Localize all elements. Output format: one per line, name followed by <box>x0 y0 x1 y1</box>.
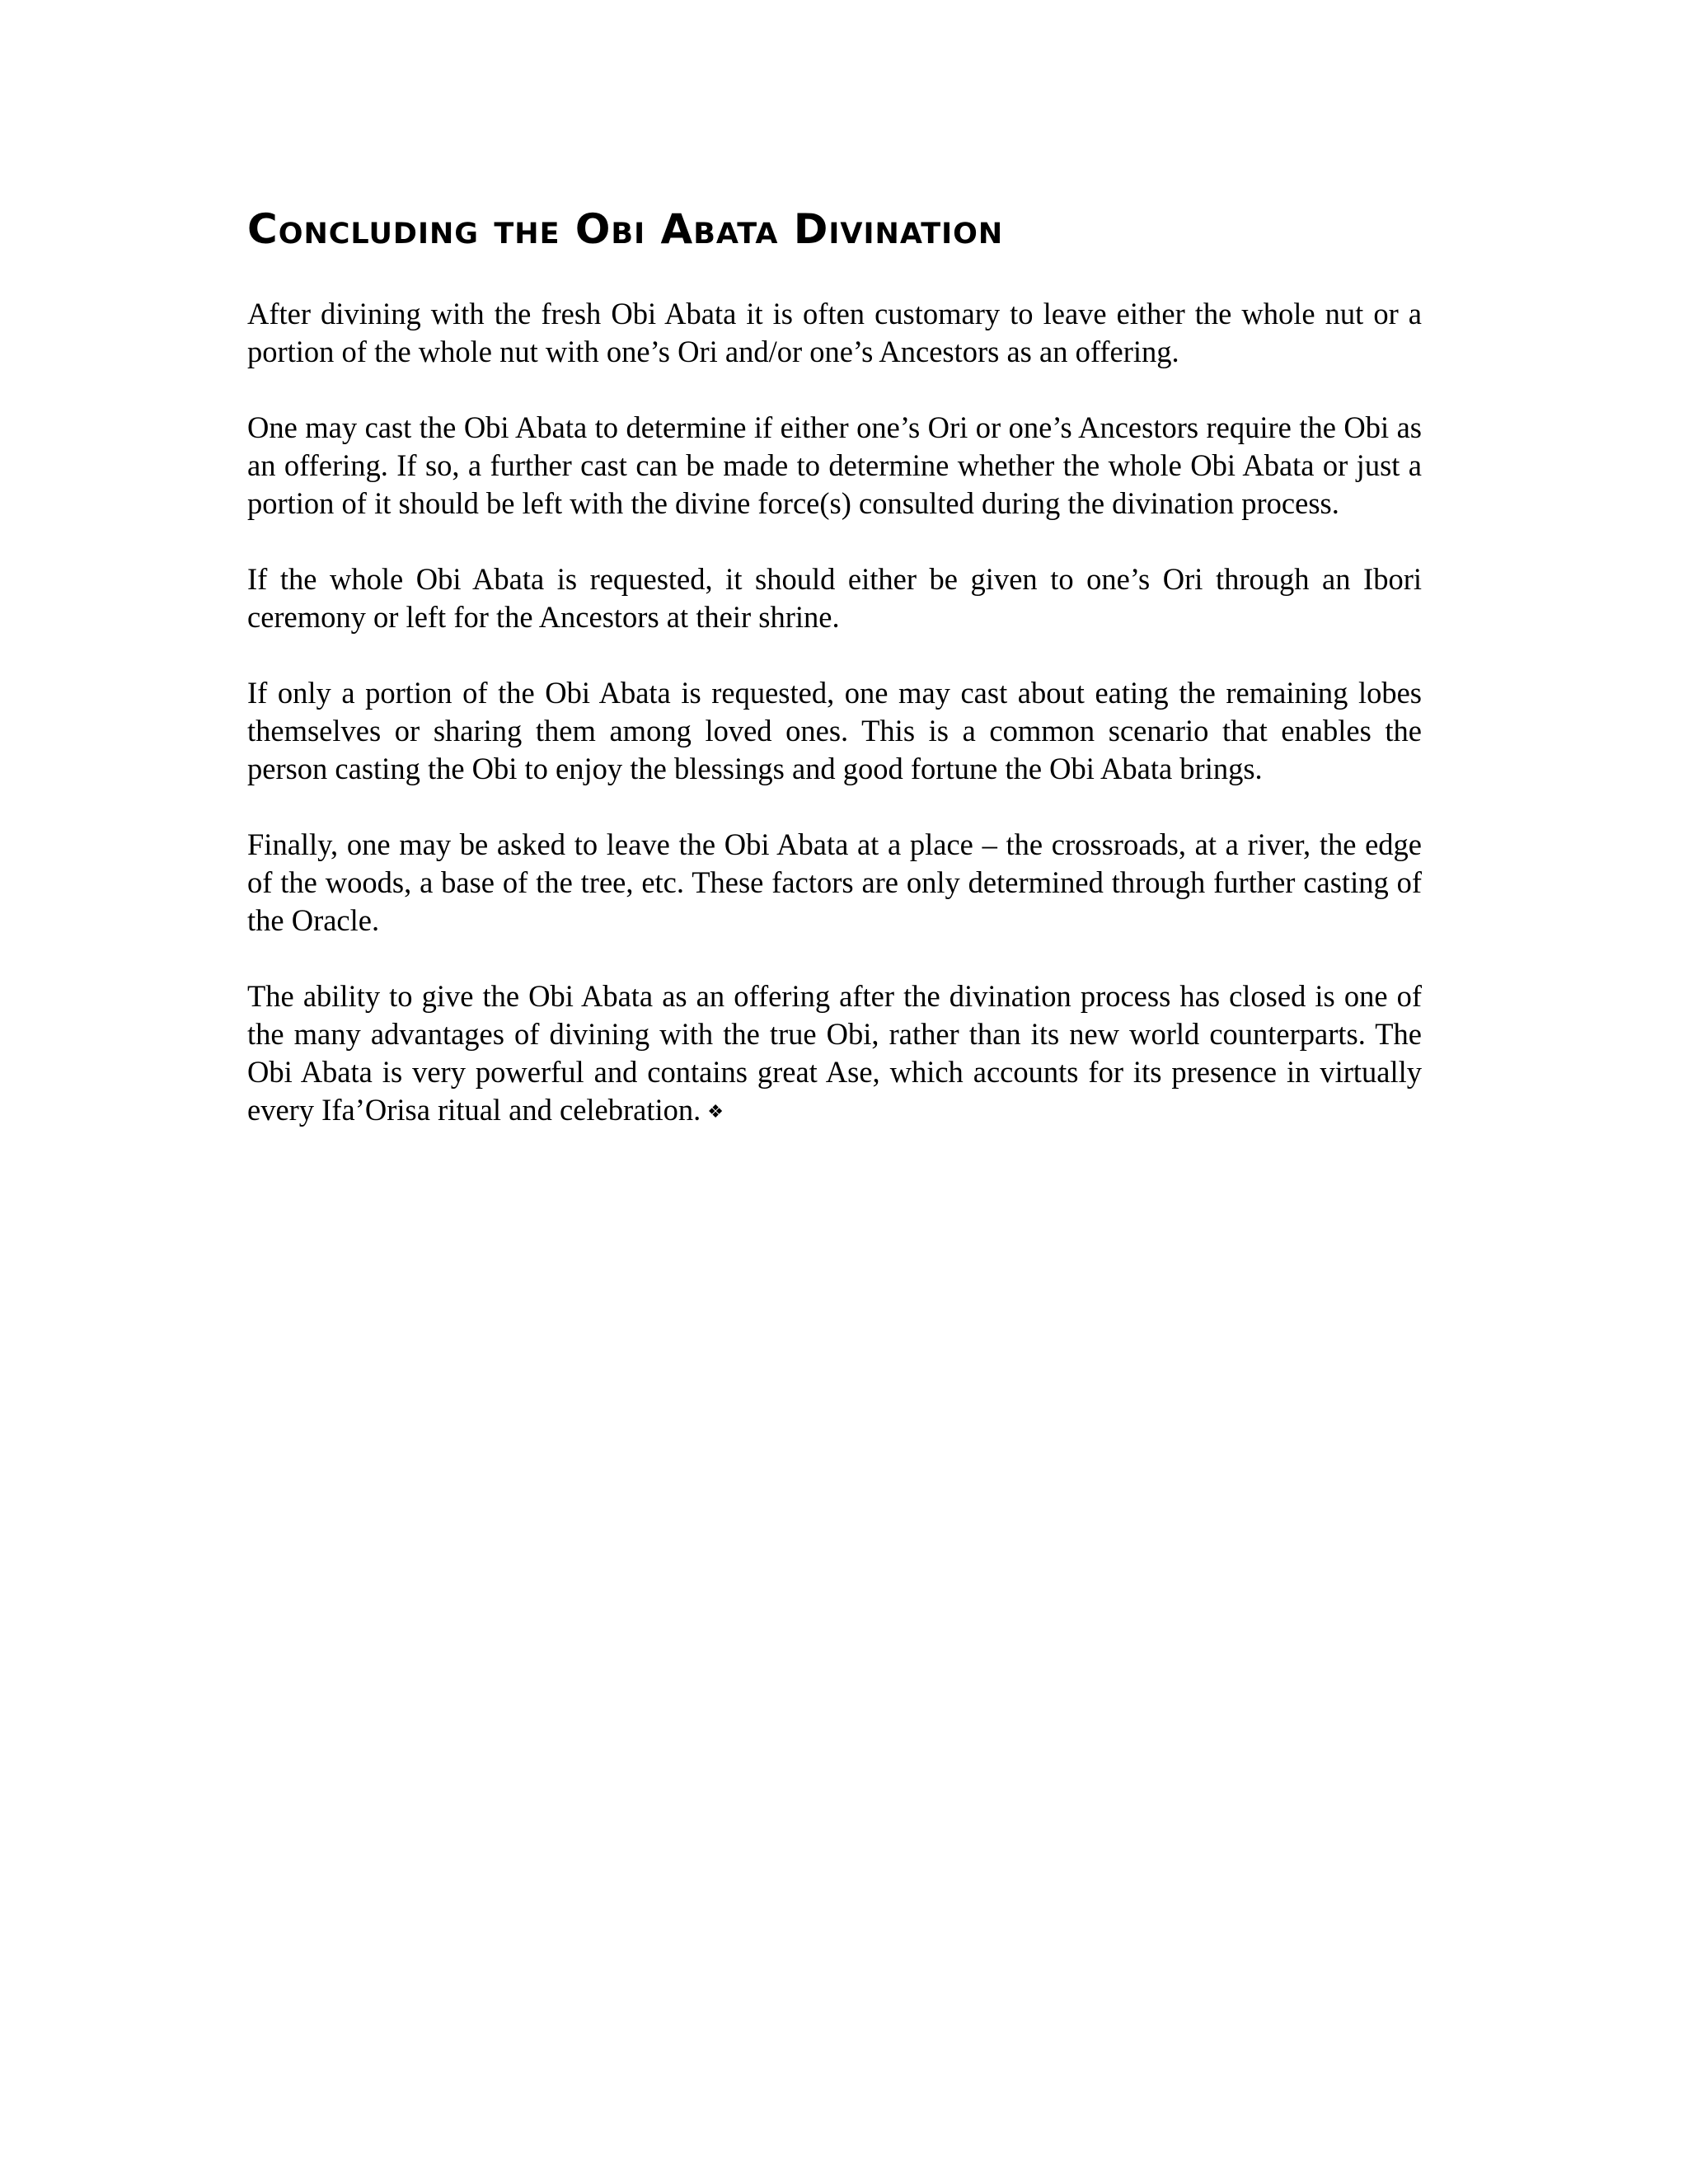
page-title: Concluding the Obi Abata Divination <box>247 205 1004 253</box>
paragraph-6 <box>247 977 1422 1132</box>
paragraph-3: If the whole Obi Abata is requested, it should either be given to one’s Ori through an Ibori ceremony or left for the Ancestors at their shrine. <box>247 562 1422 634</box>
end-mark-icon: ❖ <box>707 1102 724 1122</box>
paragraph-5: Finally, one may be asked to leave the Obi Abata at a place – the crossroads, at a river, the edge of the woods, a base of the tree, etc. These factors are only determined through further casting of the Oracle. <box>247 827 1422 937</box>
paragraph-2: One may cast the Obi Abata to determine if either one’s Ori or one’s Ancestors require the Obi as an offering. If so, a further cast can be made to determine whether the whole Obi Abata or just a portion of it should be left with the divine force(s) consulted during the divination process. <box>247 410 1422 520</box>
paragraph-4: If only a portion of the Obi Abata is requested, one may cast about eating the remaining lobes themselves or sharing them among loved ones. This is a common scenario that enables the person casting the Obi to enjoy the blessings and good fortune the Obi Abata brings. <box>247 676 1422 785</box>
paragraph-6-text: The ability to give the Obi Abata as an offering after the divination process has closed is one of the many advantages of divining with the true Obi, rather than its new world counterparts. The Obi Abata is very powerful and contains great Ase, which accounts for its presence in virtually every Ifa’Orisa ritual and celebration. <box>247 979 1422 1127</box>
paragraph-1: After divining with the fresh Obi Abata it is often customary to leave either the whole nut or a portion of the whole nut with one’s Ori and/or one’s Ancestors as an offering. <box>247 297 1422 368</box>
page-content <box>247 204 1422 1132</box>
